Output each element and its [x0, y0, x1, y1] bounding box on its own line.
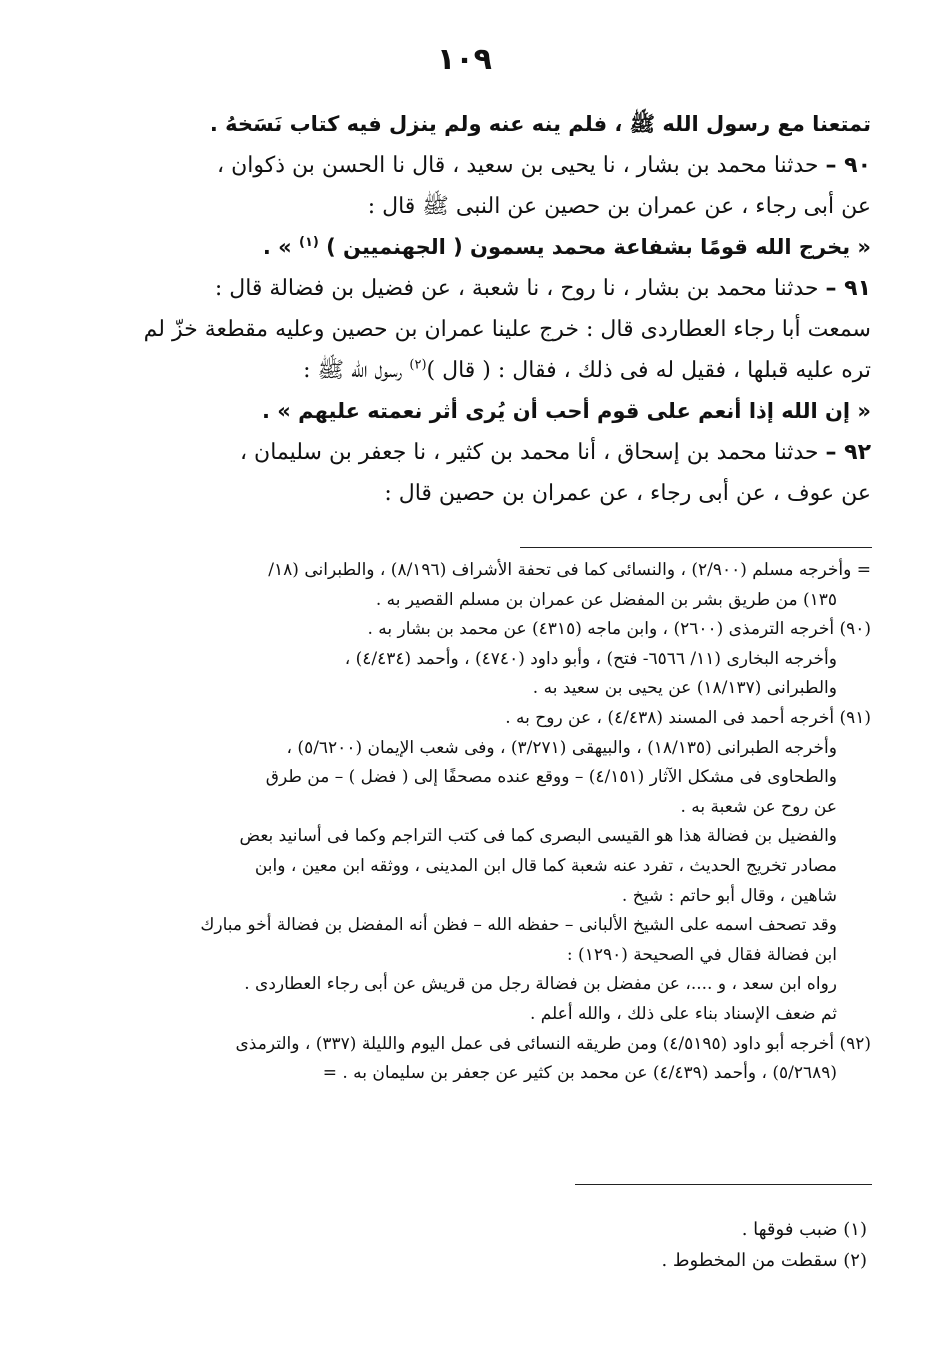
end-notes-section: [62, 1214, 867, 1276]
footnote-marker: (١): [298, 235, 319, 250]
line-text: عن أبى رجاء ، عن عمران بن حصين عن النبى ﷺ قال :: [367, 194, 871, 219]
end-note: (١) ضبب فوقها .: [741, 1219, 867, 1240]
end-note: (٢) سقطت من المخطوط .: [661, 1250, 867, 1271]
line-text: تمتعنا مع رسول الله ﷺ ، فلم ينه عنه ولم ينزل فيه كتاب نَسَخهُ .: [209, 112, 871, 136]
footnote-line: وأخرجه الطبرانى (١٨/١٣٥) ، والبيهقى (٣/٢٧١) ، وفى شعب الإيمان (٥/٦٢٠٠) ،: [286, 737, 837, 758]
footnote-line: رواه ابن سعد ، و ....، عن مفضل بن فضالة رجل من قريش عن أبى رجاء العطاردى .: [244, 974, 837, 995]
footnote-marker: (٢): [409, 357, 427, 373]
notes-divider: [575, 1184, 872, 1185]
line-text: حدثنا محمد بن بشار ، نا يحيى بن سعيد ، قال نا الحسن بن ذكوان ،: [217, 153, 826, 178]
line-text: « يخرج الله قومًا بشفاعة محمد يسمون ( الجهنميين ): [318, 235, 871, 259]
footnote-line: والطحاوى فى مشكل الآثار (٤/١٥١) – ووقع عنده مصحفًا إلى ( فضل ) – من طرق: [265, 767, 837, 788]
line-tail: » .: [262, 235, 299, 259]
line-text: حدثنا محمد بن بشار ، نا روح ، نا شعبة ، عن فضيل بن فضالة قال :: [214, 276, 826, 301]
footnote-line: ١٣٥) من طريق بشر بن المفضل عن عمران بن مسلم القصير به .: [375, 589, 837, 610]
footnote-line: مصادر تخريج الحديث ، تفرد عنه شعبة كما قال ابن المدينى ، ووثقه ابن معين ، وابن: [254, 855, 837, 876]
footnote-line: ابن فضالة فقال في الصحيحة (١٢٩٠) :: [566, 944, 837, 965]
footnote-line: شاهين ، وقال أبو حاتم : شيخ .: [621, 885, 837, 906]
line-text: حدثنا محمد بن إسحاق ، أنا محمد بن كثير ، نا جعفر بن سليمان ،: [239, 440, 826, 465]
main-line: [60, 309, 871, 350]
line-text: « إن الله إذا أنعم على قوم أحب أن يُرى أثر نعمته عليهم » .: [262, 399, 871, 423]
footnote-line: والطبرانى (١٨/١٣٧) عن يحيى بن سعيد به .: [532, 678, 837, 699]
main-line: [60, 186, 871, 227]
line-text: سمعت أبا رجاء العطاردى قال : خرج علينا عمران بن حصين وعليه مقطعة خزّ لم: [143, 317, 871, 342]
footnote-line: والفضيل بن فضالة هذا هو القيسى البصرى كما فى كتب التراجم وكما فى أسانيد بعض: [239, 826, 837, 847]
hadith-number: ٩٠ –: [825, 153, 871, 178]
main-text: [60, 104, 871, 514]
main-line: [60, 473, 871, 514]
hadith-number: ٩٢ –: [825, 440, 871, 465]
footnote-line: (٩١) أخرجه أحمد فى المسند (٤/٤٣٨) ، عن روح به .: [505, 707, 871, 728]
main-line: [60, 350, 871, 391]
main-line: [60, 104, 871, 145]
main-line: [60, 268, 871, 309]
footnote-line: وأخرجه البخارى (١١/ ٦٥٦٦- فتح) ، وأبو داود (٤٧٤٠) ، وأحمد (٤/٤٣٤) ،: [344, 648, 837, 669]
main-line: [60, 432, 871, 473]
footnote-line: وقد تصحف اسمه على الشيخ الألبانى – حفظه الله – فظن أنه المفضل بن فضالة أخو مبارك: [200, 915, 837, 936]
main-line: [60, 227, 871, 268]
page-number: ١٠٩: [437, 42, 492, 77]
main-line: [60, 145, 871, 186]
footnote-divider: [520, 547, 872, 548]
line-text: تره عليه قبلها ، فقيل له فى ذلك ، فقال : ( قال ): [426, 358, 871, 383]
line-tail: رسول الله ﷺ :: [303, 358, 410, 383]
hadith-number: ٩١ –: [825, 276, 871, 301]
line-text: عن عوف ، عن أبى رجاء ، عن عمران بن حصين قال :: [384, 481, 871, 506]
main-line: [60, 391, 871, 432]
footnotes-section: [62, 556, 871, 1089]
footnote-line: (٩٠) أخرجه الترمذى (٢٦٠٠) ، وابن ماجه (٤٣١٥) عن محمد بن بشار به .: [367, 619, 871, 640]
footnote-line: ثم ضعف الإسناد بناء على ذلك ، والله أعلم .: [529, 1003, 837, 1024]
footnote-line: عن روح عن شعبة به .: [680, 796, 837, 817]
footnote-line: (٥/٢٦٨٩) ، وأحمد (٤/٤٣٩) عن محمد بن كثير عن جعفر بن سليمان به . =: [322, 1063, 837, 1084]
footnote-line: (٩٢) أخرجه أبو داود (٤/٥١٩٥) ومن طريقه النسائى فى عمل اليوم والليلة (٣٣٧) ، والترمذى: [235, 1033, 871, 1054]
footnote-line: = وأخرجه مسلم (٢/٩٠٠) ، والنسائى كما فى تحفة الأشراف (٨/١٩٦) ، والطبرانى (١٨/: [268, 560, 871, 580]
